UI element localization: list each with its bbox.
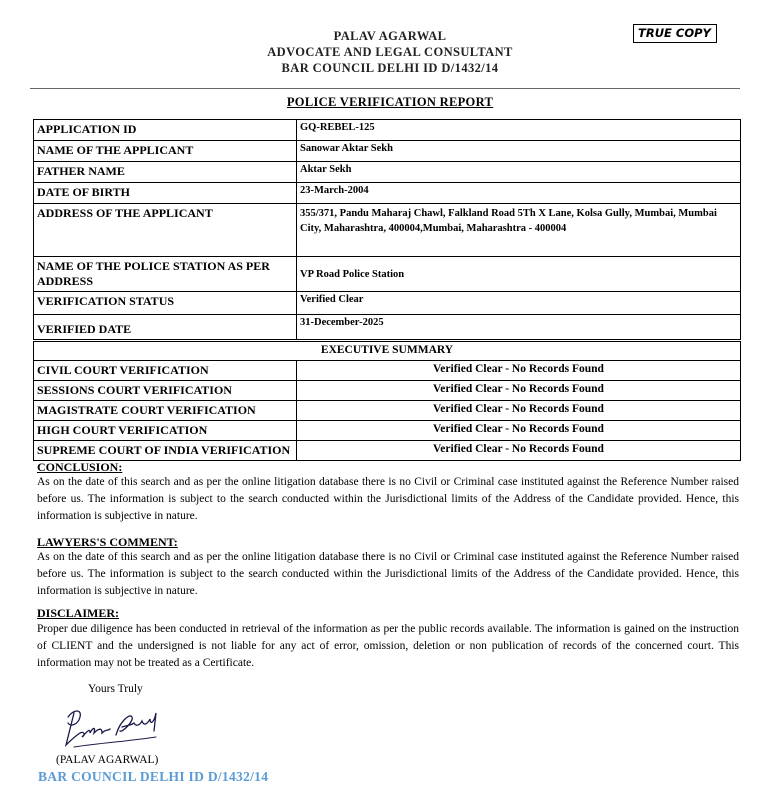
yours-truly: Yours Truly: [88, 683, 143, 695]
signatory-name: (PALAV AGARWAL): [56, 754, 159, 766]
detail-value: Verified Clear: [297, 292, 741, 315]
conclusion-heading: CONCLUSION:: [37, 460, 123, 474]
disclaimer-heading: DISCLAIMER:: [37, 606, 120, 620]
header-divider: [30, 88, 740, 89]
table-header-row: [34, 342, 741, 361]
executive-summary-table: [33, 341, 741, 461]
detail-value: GQ-REBEL-125: [297, 120, 741, 141]
court-label: CIVIL COURT VERIFICATION: [34, 361, 297, 381]
table-row: [34, 441, 741, 461]
detail-value: VP Road Police Station: [297, 257, 741, 292]
court-status: Verified Clear - No Records Found: [297, 401, 741, 421]
signature-icon: [60, 703, 170, 753]
table-row: [34, 162, 741, 183]
court-label: SUPREME COURT OF INDIA VERIFICATION: [34, 441, 297, 461]
detail-label: VERIFIED DATE: [34, 315, 297, 340]
bar-council-id: BAR COUNCIL DELHI ID D/1432/14: [281, 61, 499, 75]
detail-value: 23-March-2004: [297, 183, 741, 204]
court-status: Verified Clear - No Records Found: [297, 441, 741, 461]
detail-value: Sanowar Aktar Sekh: [297, 141, 741, 162]
court-label: SESSIONS COURT VERIFICATION: [34, 381, 297, 401]
lawyers-comment-heading: LAWYERS'S COMMENT:: [37, 535, 178, 549]
table-row: [34, 315, 741, 340]
table-row: [34, 421, 741, 441]
lawyers-comment-text: As on the date of this search and as per the online litigation database there is no Civil or Criminal case instituted against the Reference Number raised before us. The information is subject to the search conducted within the Jurisdictional limits of the Address of the Candidate provided. Hence, this information is subjective in nature.: [37, 551, 739, 597]
true-copy-stamp: TRUE COPY: [633, 24, 717, 43]
conclusion-text: As on the date of this search and as per the online litigation database there is no Civil or Criminal case instituted against the Reference Number raised before us. The information is subject to the search conducted within the Jurisdictional limits of the Address of the Candidate provided. Hence, this information is subjective in nature.: [37, 476, 739, 522]
court-label: MAGISTRATE COURT VERIFICATION: [34, 401, 297, 421]
detail-value: Aktar Sekh: [297, 162, 741, 183]
detail-value: 355/371, Pandu Maharaj Chawl, Falkland Road 5Th X Lane, Kolsa Gully, Mumbai, Mumbai City, Maharashtra, 400004,Mumbai, Maharashtra - 400004: [297, 204, 741, 257]
table-row: [34, 257, 741, 292]
court-status: Verified Clear - No Records Found: [297, 381, 741, 401]
detail-label: APPLICATION ID: [34, 120, 297, 141]
report-title: POLICE VERIFICATION REPORT: [286, 95, 494, 109]
table-row: [34, 204, 741, 257]
detail-value: 31-December-2025: [297, 315, 741, 340]
court-status: Verified Clear - No Records Found: [297, 421, 741, 441]
executive-summary-title: EXECUTIVE SUMMARY: [34, 342, 741, 361]
detail-label: FATHER NAME: [34, 162, 297, 183]
advocate-designation: ADVOCATE AND LEGAL CONSULTANT: [267, 45, 513, 59]
table-row: [34, 183, 741, 204]
table-row: [34, 401, 741, 421]
detail-label: DATE OF BIRTH: [34, 183, 297, 204]
signature: [60, 703, 170, 758]
footer-bar-council-id: BAR COUNCIL DELHI ID D/1432/14: [38, 769, 269, 784]
disclaimer-text: Proper due diligence has been conducted in retrieval of the information as per the public records available. The information is gained on the instruction of CLIENT and the undersigned is not liable for any act of error, omission, deletion or non publication of records of the concerned court. This information may not be treated as a Certificate.: [37, 623, 739, 669]
table-row: [34, 381, 741, 401]
table-row: [34, 292, 741, 315]
court-label: HIGH COURT VERIFICATION: [34, 421, 297, 441]
table-row: [34, 141, 741, 162]
detail-label: VERIFICATION STATUS: [34, 292, 297, 315]
detail-label: NAME OF THE POLICE STATION AS PER ADDRESS: [34, 257, 297, 292]
detail-label: NAME OF THE APPLICANT: [34, 141, 297, 162]
table-row: [34, 361, 741, 381]
applicant-details-table: [33, 119, 741, 340]
table-row: [34, 120, 741, 141]
detail-label: ADDRESS OF THE APPLICANT: [34, 204, 297, 257]
court-status: Verified Clear - No Records Found: [297, 361, 741, 381]
advocate-name: PALAV AGARWAL: [333, 29, 447, 43]
